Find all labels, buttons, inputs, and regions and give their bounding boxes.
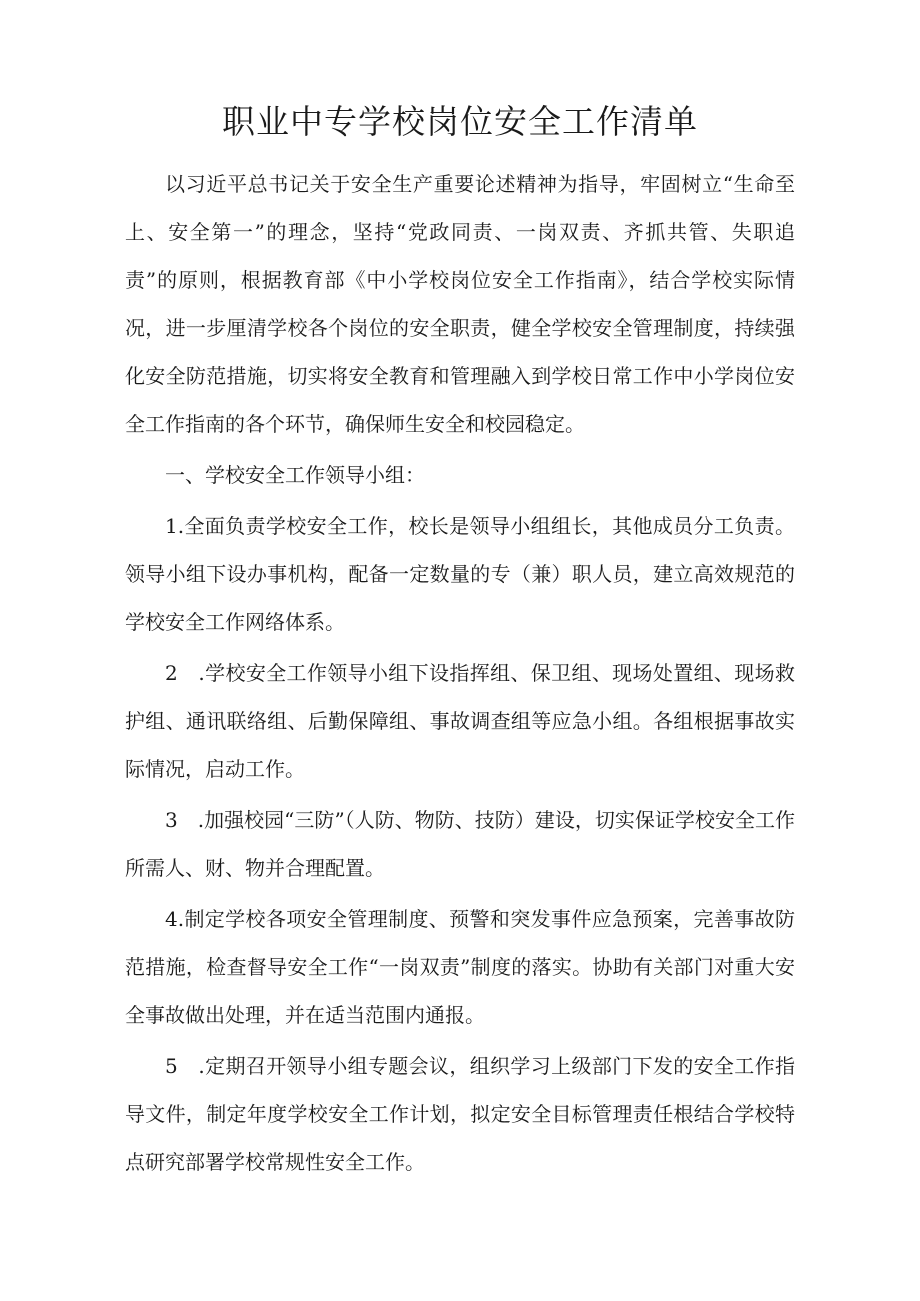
item-paragraph-5: 5 .定期召开领导小组专题会议，组织学习上级部门下发的安全工作指导文件，制定年度学校安全工作计划，拟定安全目标管理责任根结合学校特点研究部署学校常规性安全工作。 [125, 1054, 795, 1174]
document-title: 职业中专学校岗位安全工作清单 [222, 102, 698, 141]
item-paragraph-4: 4.制定学校各项安全管理制度、预警和突发事件应急预案，完善事故防范措施，检查督导安全工作“一岗双责”制度的落实。协助有关部门对重大安全事故做出处理，并在适当范围内通报。 [125, 907, 795, 1027]
document-body [125, 160, 795, 1186]
item-paragraph-2: 2 .学校安全工作领导小组下设指挥组、保卫组、现场处置组、现场救护组、通讯联络组、后勤保障组、事故调查组等应急小组。各组根据事故实际情况，启动工作。 [125, 661, 795, 781]
section-heading-leadership-group: 一、学校安全工作领导小组： [165, 463, 425, 487]
intro-paragraph: 以习近平总书记关于安全生产重要论述精神为指导，牢固树立“生命至上、安全第一”的理念，坚持“党政同责、一岗双责、齐抓共管、失职追责”的原则，根据教育部《中小学校岗位安全工作指南》，结合学校实际情况，进一步厘清学校各个岗位的安全职责，健全学校安全管理制度，持续强化安全防范措施，切实将安全教育和管理融入到学校日常工作中小学岗位安全工作指南的各个环节，确保师生安全和校园稳定。 [125, 172, 795, 436]
item-paragraph-1: 1.全面负责学校安全工作，校长是领导小组组长，其他成员分工负责。领导小组下设办事机构，配备一定数量的专（兼）职人员，建立高效规范的学校安全工作网络体系。 [125, 514, 795, 634]
item-paragraph-3: 3 .加强校园“三防”（人防、物防、技防）建设，切实保证学校安全工作所需人、财、物并合理配置。 [125, 808, 795, 880]
